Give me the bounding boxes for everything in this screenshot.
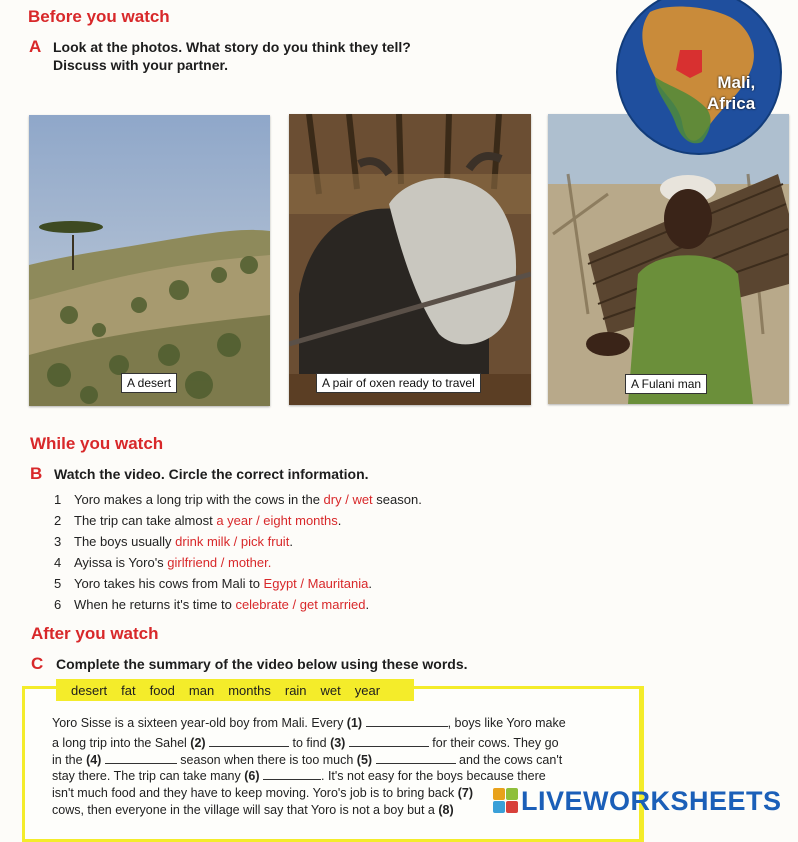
blank-2[interactable] (209, 736, 289, 747)
summary-text: . It's not easy for the boys because there (321, 769, 546, 783)
word-bank-word: man (188, 682, 215, 698)
section-c-letter: C (31, 654, 44, 673)
globe-label (707, 72, 755, 114)
blank-3[interactable] (349, 736, 429, 747)
question-4-number: 4 (54, 555, 62, 570)
question-5-options[interactable]: Egypt / Mauritania (263, 576, 369, 591)
liveworksheets-text: LIVEWORKSHEETS (521, 785, 782, 816)
question-2-end: . (337, 513, 342, 528)
question-1-text: Yoro makes a long trip with the cows in the (74, 492, 324, 507)
summary-text: to find (289, 736, 331, 750)
summary-text: isn't much food and they have to keep moving. Yoro's job is to bring back (52, 786, 458, 800)
word-bank-word: rain (284, 682, 307, 698)
blank-1[interactable] (366, 716, 448, 727)
word-bank-word: months (228, 682, 271, 698)
liveworksheets-watermark (493, 786, 782, 816)
word-bank-word: fat (121, 682, 136, 698)
question-4 (54, 555, 271, 570)
summary-line-1 (52, 716, 566, 730)
blank-5[interactable] (376, 753, 456, 764)
word-bank-word: year (354, 682, 381, 698)
summary-text: and the cows can't (455, 753, 563, 767)
after-you-watch-title: After you watch (31, 624, 159, 643)
question-6-text: When he returns it's time to (74, 597, 236, 612)
globe (610, 0, 788, 162)
blank-number-4: (4) (86, 753, 102, 767)
desert-illustration (29, 115, 270, 406)
question-2-number: 2 (54, 513, 62, 528)
question-3-end: . (289, 534, 293, 549)
blank-number-8: (8) (438, 803, 454, 817)
question-6 (54, 597, 369, 612)
question-2-text: The trip can take almost (74, 513, 217, 528)
blank-number-2: (2) (190, 736, 206, 750)
word-bank-word: wet (320, 682, 341, 698)
blank-number-5: (5) (356, 753, 373, 767)
section-b-letter: B (30, 464, 43, 483)
summary-text: in the (52, 753, 87, 767)
summary-text: , boys like Yoro make (447, 716, 566, 730)
desert-photo (29, 115, 270, 406)
question-1-options[interactable]: dry / wet (323, 492, 373, 507)
word-bank (56, 679, 414, 701)
blank-6[interactable] (263, 769, 321, 780)
question-3-number: 3 (54, 534, 62, 549)
question-2-options[interactable]: a year / eight months (216, 513, 338, 528)
blank-number-6: (6) (244, 769, 260, 783)
summary-line-3 (52, 753, 562, 767)
summary-text: for their cows. They go (428, 736, 559, 750)
summary-text: a long trip into the Sahel (52, 736, 191, 750)
section-a-letter: A (29, 37, 42, 56)
question-6-end: . (365, 597, 370, 612)
photo-caption-desert: A desert (121, 373, 177, 393)
question-3 (54, 534, 293, 549)
blank-number-3: (3) (330, 736, 346, 750)
question-5 (54, 576, 372, 591)
photo-caption-oxen: A pair of oxen ready to travel (316, 373, 481, 393)
summary-line-2 (52, 736, 559, 750)
question-5-number: 5 (54, 576, 62, 591)
section-c-instruction: Complete the summary of the video below using these words. (56, 656, 468, 672)
globe-label-line1: Mali, (717, 73, 756, 92)
question-5-text: Yoro takes his cows from Mali to (74, 576, 264, 591)
summary-line-5 (52, 786, 473, 800)
blank-4[interactable] (105, 753, 177, 764)
word-bank-word: desert (71, 682, 108, 698)
question-6-number: 6 (54, 597, 62, 612)
question-2 (54, 513, 341, 528)
section-a-instruction-1: Look at the photos. What story do you think they tell? (53, 39, 411, 55)
oxen-photo (289, 114, 531, 405)
question-1-end: season. (372, 492, 422, 507)
question-4-options[interactable]: girlfriend / mother. (167, 555, 272, 570)
while-you-watch-title: While you watch (30, 434, 164, 453)
globe-map (610, 0, 788, 162)
blank-number-1: (1) (346, 716, 363, 730)
question-1-number: 1 (54, 492, 62, 507)
summary-text: season when there is too much (176, 753, 357, 767)
question-6-options[interactable]: celebrate / get married (235, 597, 366, 612)
photo-caption-fulani-man: A Fulani man (625, 374, 707, 394)
summary-line-6 (52, 803, 454, 817)
summary-text: cows, then everyone in the village will say that Yoro is not a boy but a (52, 803, 439, 817)
section-b-instruction: Watch the video. Circle the correct information. (54, 466, 369, 482)
summary-text: Yoro Sisse is a sixteen year-old boy from Mali. Every (52, 716, 347, 730)
question-4-text: Ayissa is Yoro's (74, 555, 168, 570)
oxen-illustration (289, 114, 531, 405)
question-1 (54, 492, 422, 507)
question-5-end: . (368, 576, 372, 591)
word-bank-word: food (149, 682, 175, 698)
question-3-options[interactable]: drink milk / pick fruit (175, 534, 290, 549)
globe-label-line2: Africa (707, 94, 756, 113)
section-a-instruction-2: Discuss with your partner. (53, 57, 229, 73)
question-3-text: The boys usually (74, 534, 176, 549)
before-you-watch-title: Before you watch (28, 7, 170, 26)
liveworksheets-logo-icon (493, 788, 519, 814)
summary-line-4 (52, 769, 546, 783)
summary-text: stay there. The trip can take many (52, 769, 245, 783)
blank-number-7: (7) (457, 786, 473, 800)
